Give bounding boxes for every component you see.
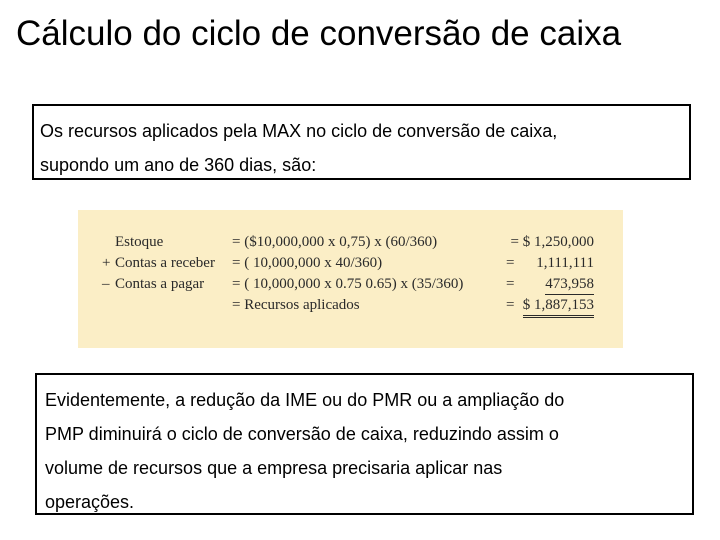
conclusion-line-4: operações. [45, 492, 135, 512]
calc-row-estoque [78, 232, 623, 252]
slide-title: Cálculo do ciclo de conversão de caixa [16, 14, 622, 53]
conclusion-line-3: volume de recursos que a empresa precisaria aplicar nas [45, 458, 503, 478]
calc-label: Estoque [115, 234, 164, 250]
intro-box [32, 104, 691, 180]
calc-formula: = ( 10,000,000 x 0.75 0.65) x (35/360) [232, 276, 464, 292]
calc-formula: = ( 10,000,000 x 40/360) [232, 255, 383, 271]
calc-label: Contas a receber [115, 255, 215, 271]
calc-equals: = [506, 255, 515, 271]
calc-sign: + [102, 255, 111, 271]
intro-line-2: supondo um ano de 360 dias, são: [40, 155, 317, 175]
calc-row-contas-receber [78, 253, 623, 273]
conclusion-line-2: PMP diminuirá o ciclo de conversão de caixa, reduzindo assim o [45, 424, 559, 444]
calc-result: 1,111,111 [536, 255, 594, 271]
calc-result: 473,958 [545, 274, 594, 295]
calc-formula: = Recursos aplicados [232, 297, 360, 313]
calc-row-recursos [78, 295, 623, 315]
calc-result: = $ 1,250,000 [510, 234, 594, 250]
calc-row-contas-pagar [78, 274, 623, 294]
calc-result-total: $ 1,887,153 [523, 295, 594, 318]
intro-line-1: Os recursos aplicados pela MAX no ciclo de conversão de caixa, [40, 121, 558, 141]
conclusion-box [35, 373, 694, 515]
calc-sign: – [102, 276, 110, 292]
calculation-table [78, 210, 623, 348]
calc-formula: = ($10,000,000 x 0,75) x (60/360) [232, 234, 438, 250]
calc-equals: = [506, 276, 515, 292]
calc-label: Contas a pagar [115, 276, 205, 292]
calc-equals: = [506, 297, 515, 313]
conclusion-line-1: Evidentemente, a redução da IME ou do PMR ou a ampliação do [45, 390, 565, 410]
